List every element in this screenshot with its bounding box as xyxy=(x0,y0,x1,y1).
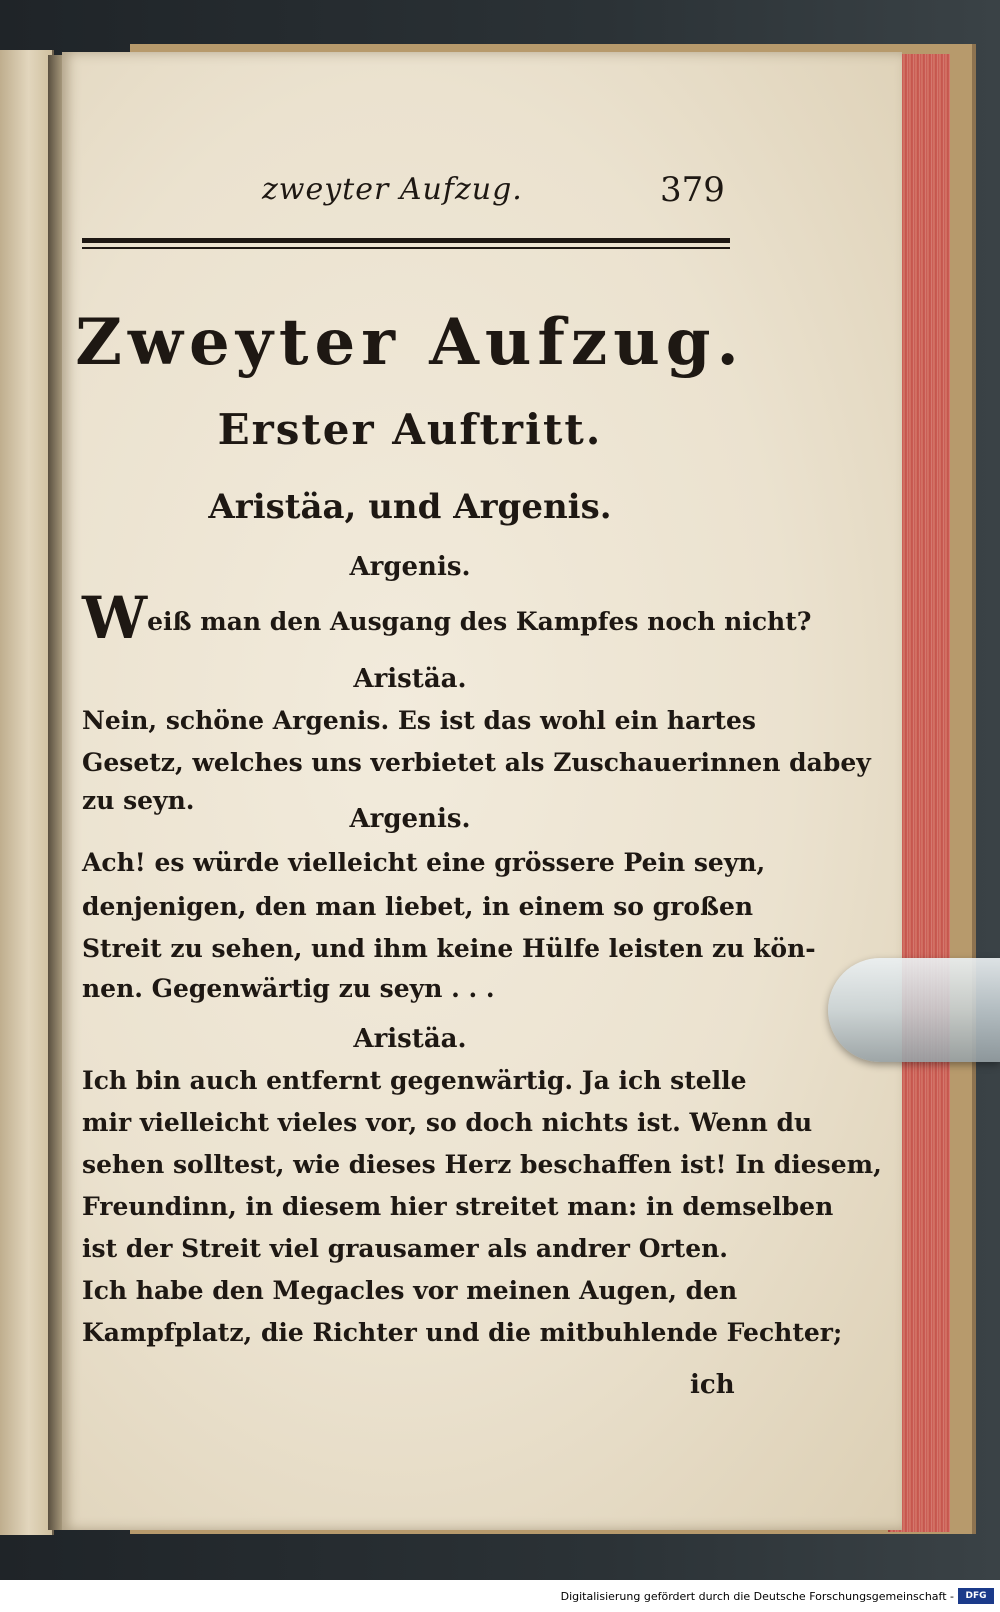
header-rule-thin xyxy=(82,247,730,249)
cast-list: Aristäa, und Argenis. xyxy=(208,487,612,527)
left-page-edge xyxy=(0,50,54,1535)
speech-text: eiß man den Ausgang des Kampfes noch nicht? xyxy=(147,607,812,636)
speech-line: mir vielleicht vieles vor, so doch nichts ist. Wenn du xyxy=(82,1108,813,1137)
scene-title: Erster Auftritt. xyxy=(217,405,603,454)
speech-line: Streit zu sehen, und ihm keine Hülfe leisten zu kön- xyxy=(82,934,816,963)
speech-line: Ach! es würde vielleicht eine grössere Pein seyn, xyxy=(82,848,766,877)
speaker-name: Argenis. xyxy=(349,804,471,834)
speech-line: Nein, schöne Argenis. Es ist das wohl ein hartes xyxy=(82,706,756,735)
speech-line: Gesetz, welches uns verbietet als Zuschauerinnen dabey xyxy=(82,748,871,777)
speech-line: zu seyn. xyxy=(82,786,195,815)
speech-line xyxy=(82,584,812,652)
speech-line: sehen solltest, wie dieses Herz beschaffen ist! In diesem, xyxy=(82,1150,882,1179)
running-head: zweyter Aufzug. xyxy=(262,172,523,207)
speech-line: denjenigen, den man liebet, in einem so großen xyxy=(82,892,754,921)
speaker-name: Argenis. xyxy=(349,552,471,582)
speech-line: Ich habe den Megacles vor meinen Augen, den xyxy=(82,1276,738,1305)
catchword: ich xyxy=(690,1370,735,1400)
speaker-name: Aristäa. xyxy=(353,1024,467,1054)
dfg-logo: DFG xyxy=(958,1588,994,1604)
speaker-name: Aristäa. xyxy=(353,664,467,694)
speech-line: nen. Gegenwärtig zu seyn . . . xyxy=(82,974,495,1003)
drop-initial: W xyxy=(82,584,148,652)
page-clip xyxy=(828,958,1000,1062)
speech-line: Freundinn, in diesem hier streitet man: in demselben xyxy=(82,1192,834,1221)
page-number: 379 xyxy=(660,170,725,210)
header-rule xyxy=(82,238,730,243)
speech-line: Ich bin auch entfernt gegenwärtig. Ja ich stelle xyxy=(82,1066,747,1095)
act-title: Zweyter Aufzug. xyxy=(75,305,745,380)
speech-line: Kampfplatz, die Richter und die mitbuhlende Fechter; xyxy=(82,1318,843,1347)
speech-line: ist der Streit viel grausamer als andrer Orten. xyxy=(82,1234,728,1263)
footer-credit: Digitalisierung gefördert durch die Deutsche Forschungsgemeinschaft - xyxy=(560,1590,954,1603)
